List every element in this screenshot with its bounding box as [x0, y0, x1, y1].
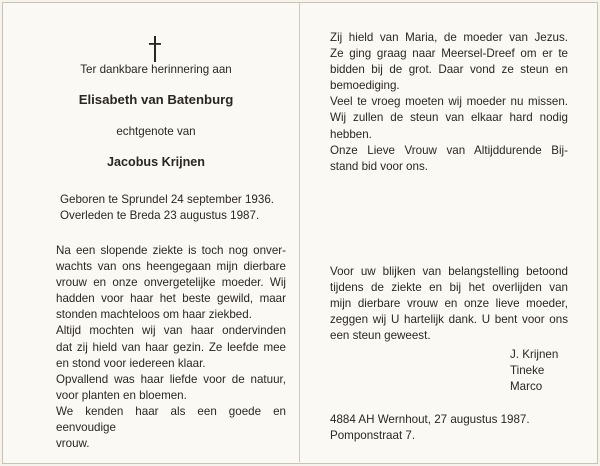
text-line: en stond voor iedereen klaar.	[56, 356, 206, 370]
text-line: vrouw en onze onvergetelijke moeder. Wij	[56, 276, 286, 290]
signatory: J. Krijnen	[510, 348, 559, 361]
text-line: Ze ging graag naar Meersel-Dreef om er te	[330, 47, 568, 61]
signatories	[330, 347, 568, 395]
text-line: Wij zullen de steun van elkaar hard nodig	[330, 111, 568, 125]
text-line: bemoediging.	[330, 79, 400, 93]
spouse-name: Jacobus Krijnen	[107, 155, 205, 169]
text-line: bidden bij de grot. Daar vond ze steun en	[330, 63, 568, 77]
text-line: stonden machteloos om haar ziekbed.	[56, 308, 252, 322]
text-line: hadden voor haar het beste gewild, maar	[56, 292, 286, 306]
text-line: Zij hield van Maria, de moeder van Jezus.	[330, 31, 568, 44]
left-text-block	[56, 243, 286, 452]
text-line: Opvallend was haar liefde voor de natuur,	[56, 372, 286, 386]
signatory: Marco	[510, 380, 543, 394]
deceased-name: Elisabeth van Batenburg	[78, 92, 234, 107]
thanks-block	[330, 264, 568, 344]
right-text-block	[330, 30, 568, 175]
text-line: zeggen wij U hartelijk dank. U bent voor ons	[330, 313, 568, 327]
text-line: Veel te vroeg moeten wij moeder nu missen.	[330, 95, 568, 109]
street-address: Pomponstraat 7.	[330, 429, 416, 442]
text-line: vrouw.	[56, 437, 90, 451]
birth-line: Geboren te Sprundel 24 september 1936.	[60, 193, 274, 206]
relation: echtgenote van	[116, 125, 196, 138]
text-line: tijdens de ziekte en bij het overlijden van	[330, 281, 568, 295]
fold-line	[299, 2, 300, 462]
place-date: 4884 AH Wernhout, 27 augustus 1987.	[330, 413, 530, 426]
text-line: stand bid voor ons.	[330, 159, 428, 173]
text-line: Altijd mochten wij van haar ondervinden	[56, 324, 286, 338]
text-line: We kenden haar als een goede en eenvoudige	[56, 404, 286, 435]
signatory: Tineke	[510, 364, 545, 378]
text-line: een steun geweest.	[330, 329, 431, 343]
text-line: voor planten en bloemen.	[56, 388, 187, 402]
cross-icon	[148, 36, 162, 62]
text-line: hebben.	[330, 127, 372, 141]
text-line: Na een slopende ziekte is toch nog onver-	[56, 244, 286, 257]
text-line: Voor uw blijken van belangstelling betoond	[330, 265, 568, 278]
dedication: Ter dankbare herinnering aan	[80, 63, 232, 76]
text-line: Onze Lieve Vrouw van Altijddurende Bij-	[330, 143, 568, 157]
text-line: wachts van ons heengegaan mijn dierbare	[56, 260, 286, 274]
text-line: dat zij hield van haar gezin. Ze leefde mee	[56, 340, 286, 354]
text-line: mijn dierbare vrouw en onze lieve moeder,	[330, 297, 568, 311]
death-line: Overleden te Breda 23 augustus 1987.	[60, 209, 260, 222]
